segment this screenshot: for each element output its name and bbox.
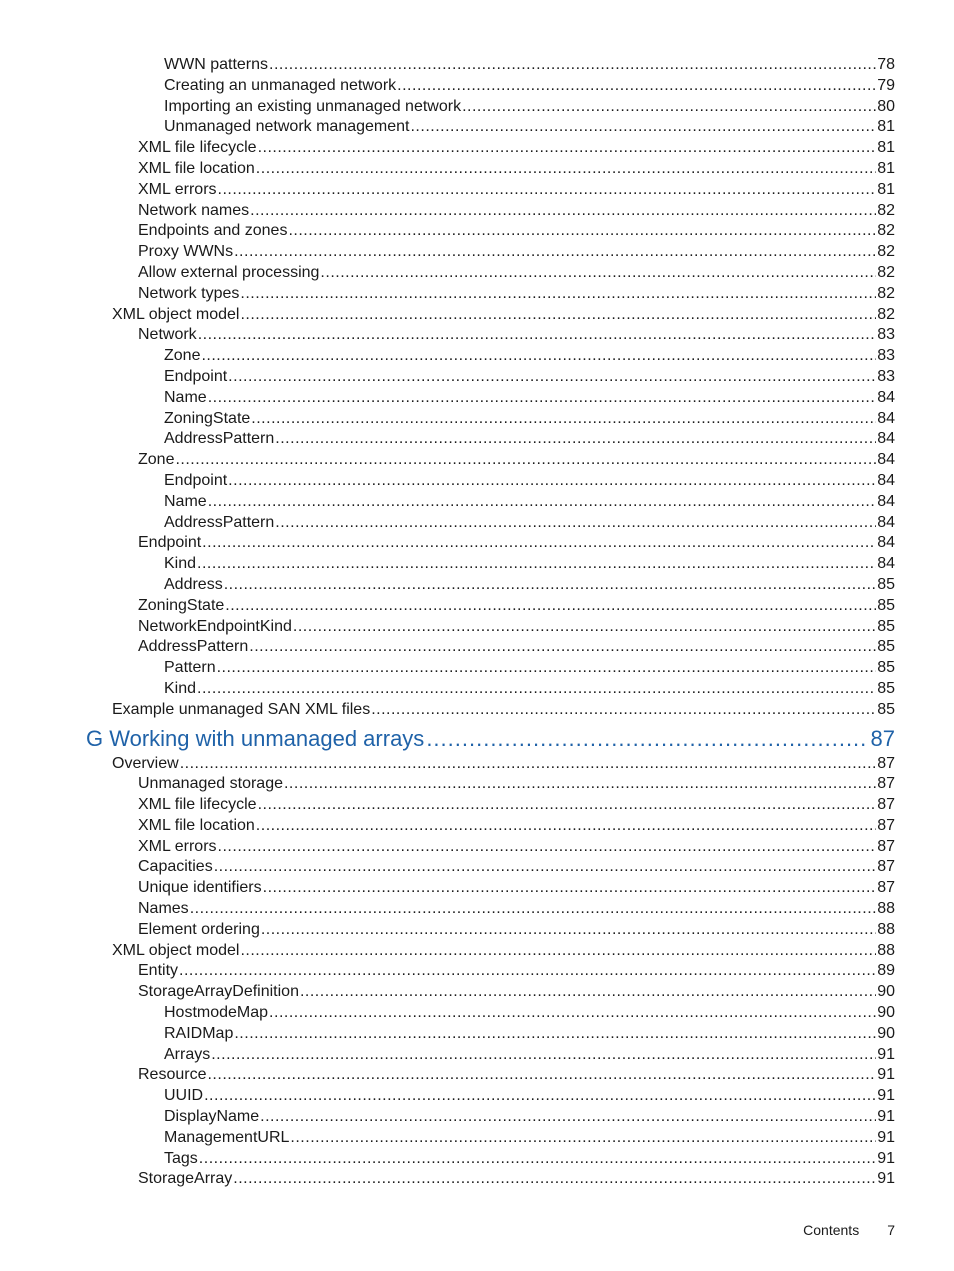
toc-entry-title: StorageArrayDefinition [138, 983, 299, 1001]
toc-entry[interactable] [0, 367, 954, 388]
toc-entry[interactable] [0, 899, 954, 920]
dot-leader [261, 920, 876, 941]
dot-leader [180, 754, 877, 775]
dot-leader [426, 723, 868, 755]
toc-entry-page-number: 89 [877, 962, 895, 980]
toc-entry-page-number: 81 [877, 118, 895, 136]
toc-entry-page-number: 82 [877, 263, 895, 281]
toc-entry[interactable] [0, 754, 954, 775]
dot-leader [228, 367, 876, 388]
dot-leader [199, 1149, 876, 1170]
toc-entry[interactable] [0, 816, 954, 837]
page-footer [803, 1222, 895, 1238]
toc-entry-title: Address [164, 575, 223, 593]
toc-entry[interactable] [0, 97, 954, 118]
dot-leader [250, 201, 876, 222]
toc-entry[interactable] [0, 857, 954, 878]
toc-entry[interactable] [0, 221, 954, 242]
toc-entry-title: AddressPattern [138, 638, 249, 656]
dot-leader [234, 242, 876, 263]
toc-entry-title: UUID [164, 1087, 204, 1105]
toc-entry[interactable] [0, 305, 954, 326]
toc-entry-title: HostmodeMap [164, 1004, 269, 1022]
toc-entry-page-number: 91 [877, 1170, 895, 1188]
toc-entry-title: ManagementURL [164, 1128, 290, 1146]
toc-chapter-heading[interactable] [0, 723, 954, 755]
toc-entry[interactable] [0, 774, 954, 795]
dot-leader [217, 658, 877, 679]
toc-entry-page-number: 91 [877, 1045, 895, 1063]
toc-entry-title: Kind [164, 555, 197, 573]
toc-entry[interactable] [0, 346, 954, 367]
toc-entry-title: Network names [138, 201, 250, 219]
dot-leader [234, 1024, 876, 1045]
toc-entry[interactable] [0, 1003, 954, 1024]
toc-entry-title: Name [164, 492, 207, 510]
toc-entry-page-number: 91 [877, 1087, 895, 1105]
toc-entry-title: AddressPattern [164, 513, 275, 531]
dot-leader [197, 554, 876, 575]
table-of-contents [0, 55, 954, 1190]
toc-entry-title: WWN patterns [164, 56, 269, 73]
toc-entry-page-number: 84 [877, 555, 895, 573]
dot-leader [208, 492, 877, 513]
dot-leader [258, 795, 877, 816]
toc-entry-page-number: 83 [877, 326, 895, 344]
toc-entry-page-number: 84 [877, 451, 895, 469]
toc-entry-title: Endpoints and zones [138, 222, 288, 240]
toc-entry-title: Network types [138, 284, 240, 302]
toc-entry-title: XML file location [138, 159, 255, 177]
toc-entry-page-number: 87 [877, 754, 895, 772]
toc-entry-page-number: 88 [877, 900, 895, 918]
toc-entry-page-number: 84 [877, 513, 895, 531]
dot-leader [202, 533, 876, 554]
dot-leader [198, 325, 877, 346]
toc-entry-page-number: 91 [877, 1108, 895, 1126]
dot-leader [214, 857, 877, 878]
toc-entry[interactable] [0, 878, 954, 899]
toc-entry-page-number: 84 [877, 409, 895, 427]
dot-leader [269, 55, 876, 76]
toc-entry[interactable] [0, 1024, 954, 1045]
toc-entry-title: XML file location [138, 816, 255, 834]
footer-page-number: 7 [887, 1222, 895, 1238]
dot-leader [197, 679, 876, 700]
toc-entry-title: Tags [164, 1149, 198, 1167]
toc-entry-page-number: 90 [877, 983, 895, 1001]
dot-leader [284, 774, 876, 795]
toc-entry-page-number: 84 [877, 430, 895, 448]
dot-leader [201, 346, 876, 367]
toc-entry-page-number: 85 [877, 575, 895, 593]
toc-section-after [0, 754, 954, 1191]
toc-entry-page-number: 87 [877, 858, 895, 876]
toc-entry-title: Names [138, 900, 189, 918]
toc-section-before [0, 55, 954, 721]
toc-entry-page-number: 84 [877, 492, 895, 510]
toc-entry-title: Allow external processing [138, 263, 320, 281]
toc-entry[interactable] [0, 159, 954, 180]
dot-leader [263, 878, 877, 899]
dot-leader [204, 1086, 876, 1107]
toc-entry-page-number: 80 [877, 97, 895, 115]
toc-entry-title: Zone [138, 451, 175, 469]
toc-entry-title: Element ordering [138, 920, 260, 938]
toc-entry[interactable] [0, 284, 954, 305]
toc-entry-title: Name [164, 388, 207, 406]
dot-leader [260, 1107, 876, 1128]
toc-entry[interactable] [0, 533, 954, 554]
dot-leader [240, 284, 876, 305]
toc-entry-page-number: 87 [877, 879, 895, 897]
toc-entry-page-number: 83 [877, 347, 895, 365]
dot-leader [256, 816, 876, 837]
toc-entry[interactable] [0, 180, 954, 201]
toc-entry-page-number: 85 [877, 617, 895, 635]
toc-entry-title: DisplayName [164, 1108, 260, 1126]
dot-leader [175, 450, 876, 471]
toc-entry-page-number: 85 [877, 659, 895, 677]
toc-entry-page-number: 81 [877, 159, 895, 177]
dot-leader [233, 1169, 876, 1190]
toc-entry-title: RAIDMap [164, 1024, 234, 1042]
toc-entry[interactable] [0, 492, 954, 513]
toc-entry-page-number: 84 [877, 534, 895, 552]
toc-entry[interactable] [0, 1128, 954, 1149]
dot-leader [275, 513, 876, 534]
toc-entry[interactable] [0, 138, 954, 159]
toc-entry-title: Resource [138, 1066, 207, 1084]
dot-leader [288, 221, 876, 242]
dot-leader [258, 138, 877, 159]
dot-leader [211, 1045, 876, 1066]
toc-entry-page-number: 78 [877, 56, 895, 73]
toc-entry-page-number: 82 [877, 305, 895, 323]
toc-entry-title: Kind [164, 679, 197, 697]
dot-leader [269, 1003, 876, 1024]
toc-entry[interactable] [0, 554, 954, 575]
toc-entry-title: Arrays [164, 1045, 211, 1063]
toc-entry-page-number: 81 [877, 180, 895, 198]
dot-leader [208, 388, 877, 409]
toc-entry-title: Creating an unmanaged network [164, 76, 397, 94]
toc-entry-title: Entity [138, 962, 179, 980]
toc-entry-title: XML object model [112, 941, 240, 959]
toc-entry-page-number: 90 [877, 1024, 895, 1042]
toc-entry[interactable] [0, 1065, 954, 1086]
toc-entry[interactable] [0, 795, 954, 816]
dot-leader [218, 837, 877, 858]
toc-entry-title: Overview [112, 754, 179, 772]
toc-entry[interactable] [0, 1045, 954, 1066]
toc-entry-title: Zone [164, 347, 201, 365]
toc-entry-page-number: 87 [877, 775, 895, 793]
dot-leader [256, 159, 876, 180]
toc-entry-title: StorageArray [138, 1170, 233, 1188]
dot-leader [397, 76, 876, 97]
toc-entry[interactable] [0, 1169, 954, 1190]
toc-entry-page-number: 91 [877, 1128, 895, 1146]
toc-entry-title: Endpoint [164, 367, 228, 385]
toc-entry-title: NetworkEndpointKind [138, 617, 292, 635]
dot-leader [275, 429, 876, 450]
dot-leader [224, 575, 877, 596]
toc-entry[interactable] [0, 575, 954, 596]
toc-entry-title: Endpoint [164, 471, 228, 489]
dot-leader [179, 961, 876, 982]
toc-entry[interactable] [0, 325, 954, 346]
toc-entry[interactable] [0, 409, 954, 430]
toc-entry[interactable] [0, 920, 954, 941]
toc-entry[interactable] [0, 982, 954, 1003]
toc-entry[interactable] [0, 1107, 954, 1128]
dot-leader [290, 1128, 876, 1149]
toc-entry[interactable] [0, 471, 954, 492]
toc-entry-title: ZoningState [164, 409, 251, 427]
toc-entry-page-number: 82 [877, 222, 895, 240]
toc-entry[interactable] [0, 700, 954, 721]
toc-entry-page-number: 84 [877, 388, 895, 406]
dot-leader [240, 305, 876, 326]
toc-entry-page-number: 82 [877, 284, 895, 302]
toc-entry[interactable] [0, 450, 954, 471]
toc-entry-page-number: 84 [877, 471, 895, 489]
dot-leader [371, 700, 876, 721]
toc-entry[interactable] [0, 637, 954, 658]
toc-entry[interactable] [0, 617, 954, 638]
toc-entry-page-number: 85 [877, 638, 895, 656]
chapter-title: G Working with unmanaged arrays [86, 725, 425, 751]
toc-entry-page-number: 88 [877, 920, 895, 938]
toc-entry-title: Pattern [164, 659, 216, 677]
toc-entry[interactable] [0, 429, 954, 450]
dot-leader [190, 899, 877, 920]
toc-entry-page-number: 91 [877, 1149, 895, 1167]
dot-leader [225, 596, 876, 617]
toc-entry-title: Network [138, 326, 197, 344]
toc-entry-title: Unmanaged network management [164, 118, 410, 136]
toc-entry-title: Unmanaged storage [138, 775, 283, 793]
toc-entry[interactable] [0, 513, 954, 534]
toc-entry-title: Example unmanaged SAN XML files [112, 700, 371, 718]
toc-entry-page-number: 81 [877, 139, 895, 157]
toc-entry-title: Proxy WWNs [138, 243, 234, 261]
toc-entry[interactable] [0, 837, 954, 858]
dot-leader [410, 117, 876, 138]
toc-entry-title: XML file lifecycle [138, 139, 257, 157]
toc-entry[interactable] [0, 76, 954, 97]
dot-leader [228, 471, 876, 492]
dot-leader [249, 637, 876, 658]
toc-entry[interactable] [0, 388, 954, 409]
toc-entry[interactable] [0, 201, 954, 222]
toc-entry-page-number: 85 [877, 679, 895, 697]
toc-entry-title: XML errors [138, 837, 217, 855]
toc-entry-page-number: 87 [877, 837, 895, 855]
toc-entry-title: ZoningState [138, 596, 225, 614]
toc-entry[interactable] [0, 242, 954, 263]
toc-entry[interactable] [0, 263, 954, 284]
toc-entry-page-number: 79 [877, 76, 895, 94]
dot-leader [462, 97, 876, 118]
toc-entry[interactable] [0, 679, 954, 700]
toc-entry-title: Endpoint [138, 534, 202, 552]
toc-entry[interactable] [0, 55, 954, 76]
toc-entry[interactable] [0, 117, 954, 138]
toc-entry-page-number: 82 [877, 243, 895, 261]
dot-leader [300, 982, 876, 1003]
toc-entry[interactable] [0, 1149, 954, 1170]
toc-entry-page-number: 82 [877, 201, 895, 219]
toc-entry-title: Capacities [138, 858, 213, 876]
dot-leader [293, 617, 876, 638]
toc-entry-page-number: 85 [877, 700, 895, 718]
toc-entry-page-number: 87 [877, 816, 895, 834]
dot-leader [218, 180, 877, 201]
toc-entry-page-number: 90 [877, 1004, 895, 1022]
footer-section-label: Contents [803, 1222, 860, 1238]
dot-leader [240, 941, 876, 962]
toc-entry-title: XML errors [138, 180, 217, 198]
toc-entry[interactable] [0, 658, 954, 679]
dot-leader [207, 1065, 876, 1086]
toc-entry-title: XML object model [112, 305, 240, 323]
dot-leader [251, 409, 876, 430]
toc-entry-page-number: 91 [877, 1066, 895, 1084]
toc-entry[interactable] [0, 1086, 954, 1107]
toc-entry-title: Unique identifiers [138, 879, 262, 897]
toc-entry-title: Importing an existing unmanaged network [164, 97, 462, 115]
toc-entry[interactable] [0, 596, 954, 617]
toc-entry-page-number: 85 [877, 596, 895, 614]
toc-entry-page-number: 87 [877, 796, 895, 814]
toc-entry-page-number: 83 [877, 367, 895, 385]
chapter-page-number: 87 [870, 725, 895, 751]
dot-leader [320, 263, 876, 284]
toc-entry-title: XML file lifecycle [138, 796, 257, 814]
toc-entry-page-number: 88 [877, 941, 895, 959]
toc-entry[interactable] [0, 961, 954, 982]
toc-entry[interactable] [0, 941, 954, 962]
toc-entry-title: AddressPattern [164, 430, 275, 448]
